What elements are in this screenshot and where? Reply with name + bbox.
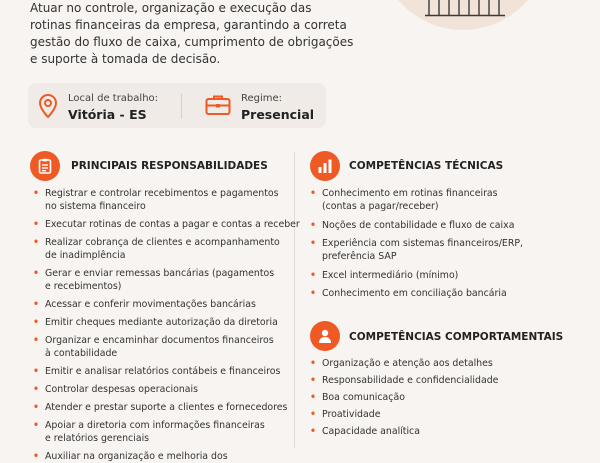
list-item-text: Conhecimento em conciliação bancária [322, 288, 507, 299]
bullet-icon: • [33, 188, 39, 199]
bullet-icon: • [310, 392, 316, 403]
bullet-icon: • [33, 451, 39, 462]
person-icon [310, 321, 340, 351]
list-item-text: Registrar e controlar recebimentos e pagamentos [45, 188, 279, 199]
list-item-text: Auxiliar na organização e melhoria dos [45, 451, 228, 462]
list-item-text: Noções de contabilidade e fluxo de caixa [322, 219, 515, 231]
location-label: Local de trabalho: [68, 93, 159, 104]
list-item-text: de inadimplência [45, 250, 126, 261]
list-item-text: Emitir cheques mediante autorização da diretoria [45, 317, 278, 328]
bullet-icon: • [33, 219, 39, 230]
bullet-icon: • [33, 335, 39, 346]
bullet-icon: • [310, 426, 316, 437]
list-item-text: Experiência com sistemas financeiros/ERP, [322, 238, 523, 249]
column-divider [294, 152, 295, 448]
intro-line: rotinas financeiras da empresa, garantindo a correta [30, 18, 347, 32]
clipboard-icon [30, 151, 60, 181]
list-item-text: preferência SAP [322, 251, 397, 262]
list-item-text: Gerar e enviar remessas bancárias (pagamentos [45, 268, 275, 279]
bullet-icon: • [33, 366, 39, 377]
list-item [33, 401, 287, 414]
location-value: Vitória - ES [68, 107, 147, 122]
bullet-icon: • [33, 299, 39, 310]
list-item [310, 269, 458, 282]
list-item-text: Realizar cobrança de clientes e acompanhamento [45, 237, 280, 248]
list-item-text: Excel intermediário (mínimo) [322, 269, 459, 281]
list-item [310, 357, 493, 370]
list-item-text: à contabilidade [45, 348, 118, 359]
intro-paragraph [30, 0, 354, 68]
building-icon [425, 0, 505, 18]
regime-value: Presencial [241, 107, 315, 122]
list-item-text: Atender e prestar suporte a clientes e fornecedores [45, 402, 288, 413]
list-item-text: Responsabilidade e confidencialidade [322, 375, 499, 386]
list-item [310, 425, 420, 438]
list-item-text: Executar rotinas de contas a pagar e contas a receber [45, 219, 300, 230]
list-item [33, 316, 278, 329]
bullet-icon: • [33, 237, 39, 248]
bar-chart-icon [310, 151, 340, 181]
list-item-text: Organizar e encaminhar documentos financeiros [45, 335, 274, 346]
bullet-icon: • [310, 269, 316, 281]
list-item [33, 267, 274, 293]
list-item [310, 408, 380, 421]
list-item-text: Controlar despesas operacionais [45, 384, 199, 395]
list-item [310, 219, 514, 232]
list-item [33, 383, 198, 396]
bullet-icon: • [33, 420, 39, 431]
list-item-text: Boa comunicação [322, 392, 405, 403]
list-item [310, 237, 523, 263]
bullet-icon: • [33, 384, 39, 395]
section-title-comportamentais: COMPETÊNCIAS COMPORTAMENTAIS [349, 331, 564, 343]
list-item-text: (contas a pagar/receber) [322, 201, 439, 212]
intro-line: e suporte à tomada de decisão. [30, 52, 221, 66]
list-item [33, 298, 256, 311]
bullet-icon: • [310, 238, 316, 249]
job-info-card [28, 83, 326, 128]
bullet-icon: • [33, 268, 39, 279]
bullet-icon: • [310, 219, 316, 231]
list-item [33, 187, 279, 213]
bullet-icon: • [310, 288, 316, 299]
list-item-text: Organização e atenção aos detalhes [322, 358, 493, 369]
bullet-icon: • [310, 188, 316, 199]
list-item [310, 187, 498, 213]
briefcase-icon [205, 94, 231, 116]
section-title-tecnicas: COMPETÊNCIAS TÉCNICAS [349, 160, 504, 172]
list-item [33, 450, 228, 463]
list-item [33, 365, 280, 378]
list-item-text: Emitir e analisar relatórios contábeis e financeiros [45, 366, 281, 377]
list-item-text: no sistema financeiro [45, 201, 146, 212]
list-item [33, 218, 300, 231]
map-pin-icon [39, 94, 57, 118]
list-item-text: e recebimentos) [45, 281, 122, 292]
intro-line: Atuar no controle, organização e execução das [30, 1, 312, 15]
bullet-icon: • [310, 375, 316, 386]
list-item-text: Apoiar a diretoria com informações financeiras [45, 420, 265, 431]
list-item [310, 374, 498, 387]
list-item [33, 334, 274, 360]
list-item [33, 236, 280, 262]
list-item [310, 287, 507, 300]
intro-line: gestão do fluxo de caixa, cumprimento de obrigações [30, 35, 354, 49]
list-item-text: Conhecimento em rotinas financeiras [322, 188, 498, 199]
list-item [33, 419, 265, 445]
bullet-icon: • [33, 317, 39, 328]
list-item-text: Acessar e conferir movimentações bancárias [45, 299, 256, 310]
regime-label: Regime: [241, 93, 283, 104]
bullet-icon: • [310, 358, 316, 369]
list-item-text: Capacidade analítica [322, 426, 420, 437]
info-divider [181, 94, 182, 119]
section-title-responsabilidades: PRINCIPAIS RESPONSABILIDADES [71, 160, 268, 172]
list-item-text: e relatórios gerenciais [45, 433, 150, 444]
list-item [310, 391, 405, 404]
bullet-icon: • [33, 402, 39, 413]
bullet-icon: • [310, 409, 316, 420]
list-item-text: Proatividade [322, 409, 381, 420]
